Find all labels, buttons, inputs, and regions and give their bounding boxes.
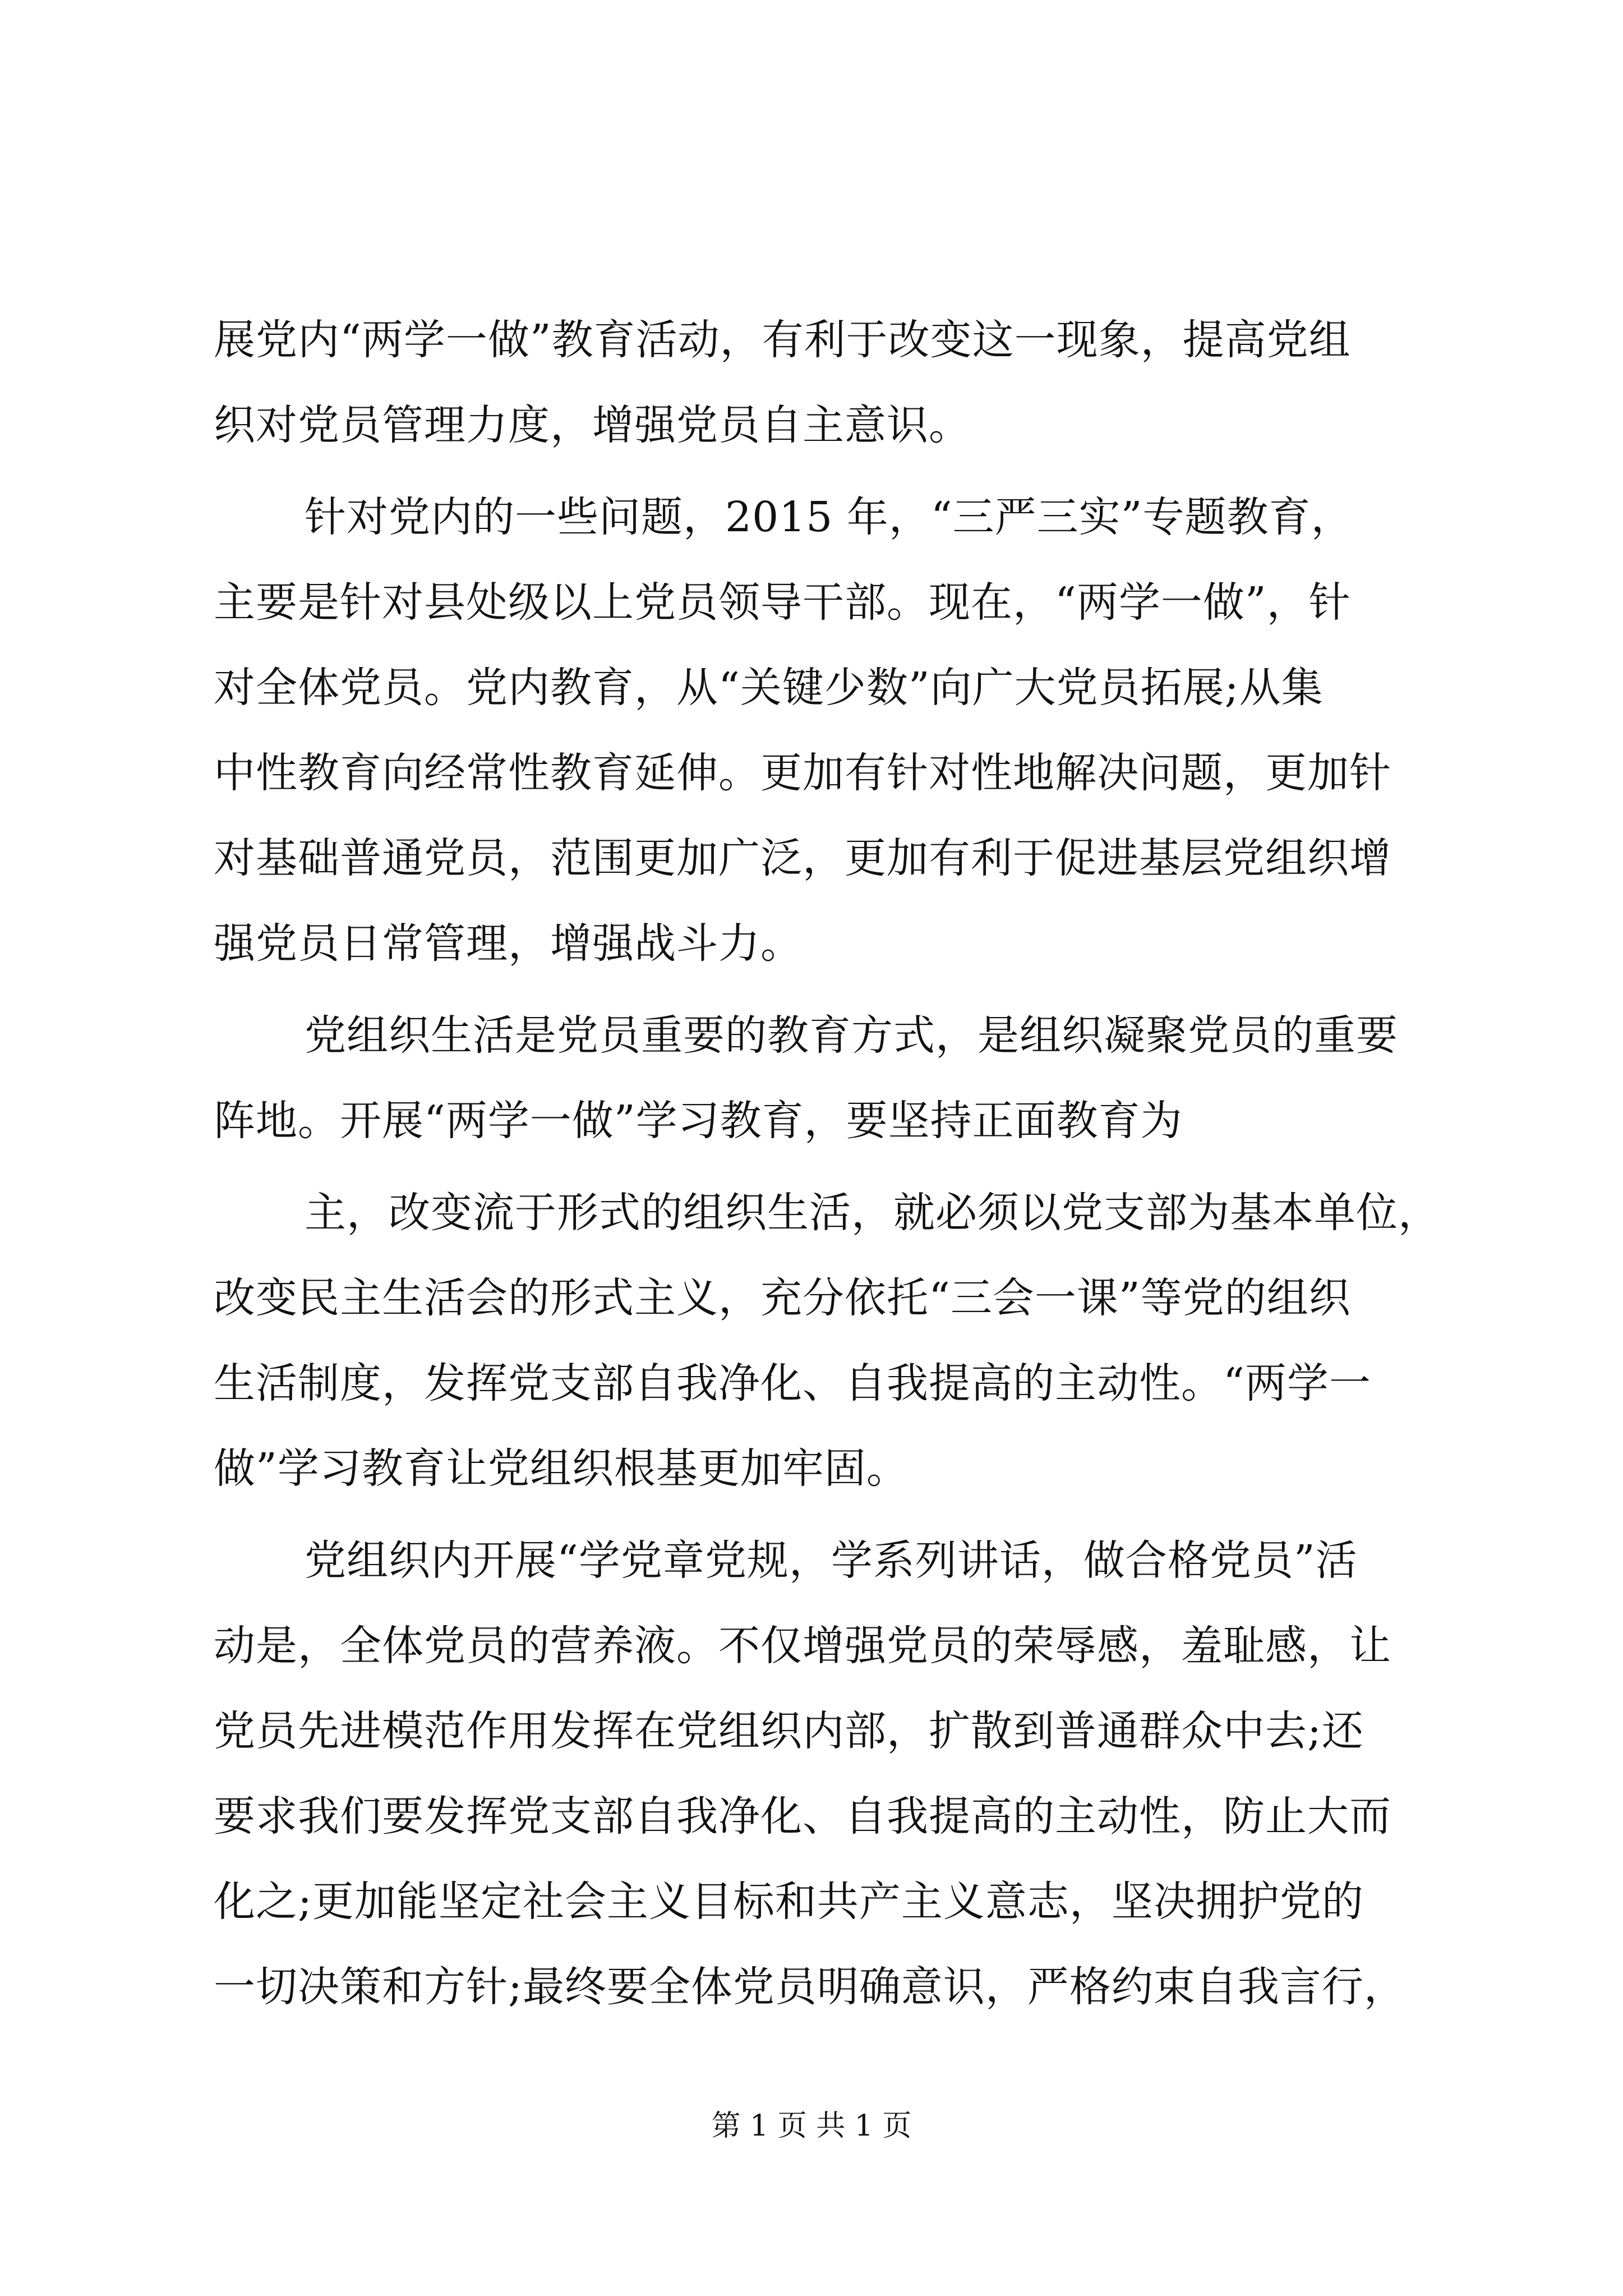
paragraph-line: 针对党内的一些问题，2015 年，“三严三实”专题教育， — [305, 493, 1353, 541]
paragraph-line: 党组织生活是党员重要的教育方式，是组织凝聚党员的重要 — [305, 1011, 1398, 1060]
paragraph-line: 改变民主生活会的形式主义，充分依托“三会一课”等党的组织 — [214, 1274, 1351, 1322]
paragraph-line: 织对党员管理力度，增强党员自主意识。 — [214, 401, 971, 449]
paragraph-line: 对基础普通党员，范围更加广泛，更加有利于促进基层党组织增 — [214, 834, 1391, 882]
paragraph-line: 强党员日常管理，增强战斗力。 — [214, 919, 803, 968]
paragraph-line: 主，改变流于形式的组织生活，就必须以党支部为基本单位， — [305, 1189, 1440, 1237]
document-body — [214, 297, 1440, 2030]
paragraph-line: 生活制度，发挥党支部自我净化、自我提高的主动性。“两学一 — [214, 1359, 1371, 1407]
paragraph-line: 阵地。开展“两学一做”学习教育，要坚持正面教育为 — [214, 1097, 1183, 1145]
paragraph-line: 一切决策和方针;最终要全体党员明确意识，严格约束自我言行， — [214, 1963, 1406, 2011]
paragraph-line: 党员先进模范作用发挥在党组织内部，扩散到普通群众中去;还 — [214, 1707, 1364, 1755]
paragraph-line: 主要是针对县处级以上党员领导干部。现在，“两学一做”，针 — [214, 578, 1351, 627]
paragraph-line: 化之;更加能坚定社会主义目标和共产主义意志，坚决拥护党的 — [214, 1878, 1364, 1926]
page-number-footer: 第 1 页 共 1 页 — [711, 2109, 912, 2143]
paragraph-line: 做”学习教育让党组织根基更加牢固。 — [214, 1444, 909, 1493]
paragraph-line: 党组织内开展“学党章党规，学系列讲话，做合格党员”活 — [305, 1536, 1358, 1585]
paragraph-line: 对全体党员。党内教育，从“关键少数”向广大党员拓展;从集 — [214, 664, 1324, 712]
paragraph-line: 展党内“两学一做”教育活动，有利于改变这一现象，提高党组 — [214, 316, 1351, 364]
paragraph-line: 中性教育向经常性教育延伸。更加有针对性地解决问题，更加针 — [214, 749, 1391, 797]
paragraph-line: 要求我们要发挥党支部自我净化、自我提高的主动性，防止大而 — [214, 1792, 1391, 1841]
paragraph-line: 动是，全体党员的营养液。不仅增强党员的荣辱感，羞耻感，让 — [214, 1622, 1391, 1670]
